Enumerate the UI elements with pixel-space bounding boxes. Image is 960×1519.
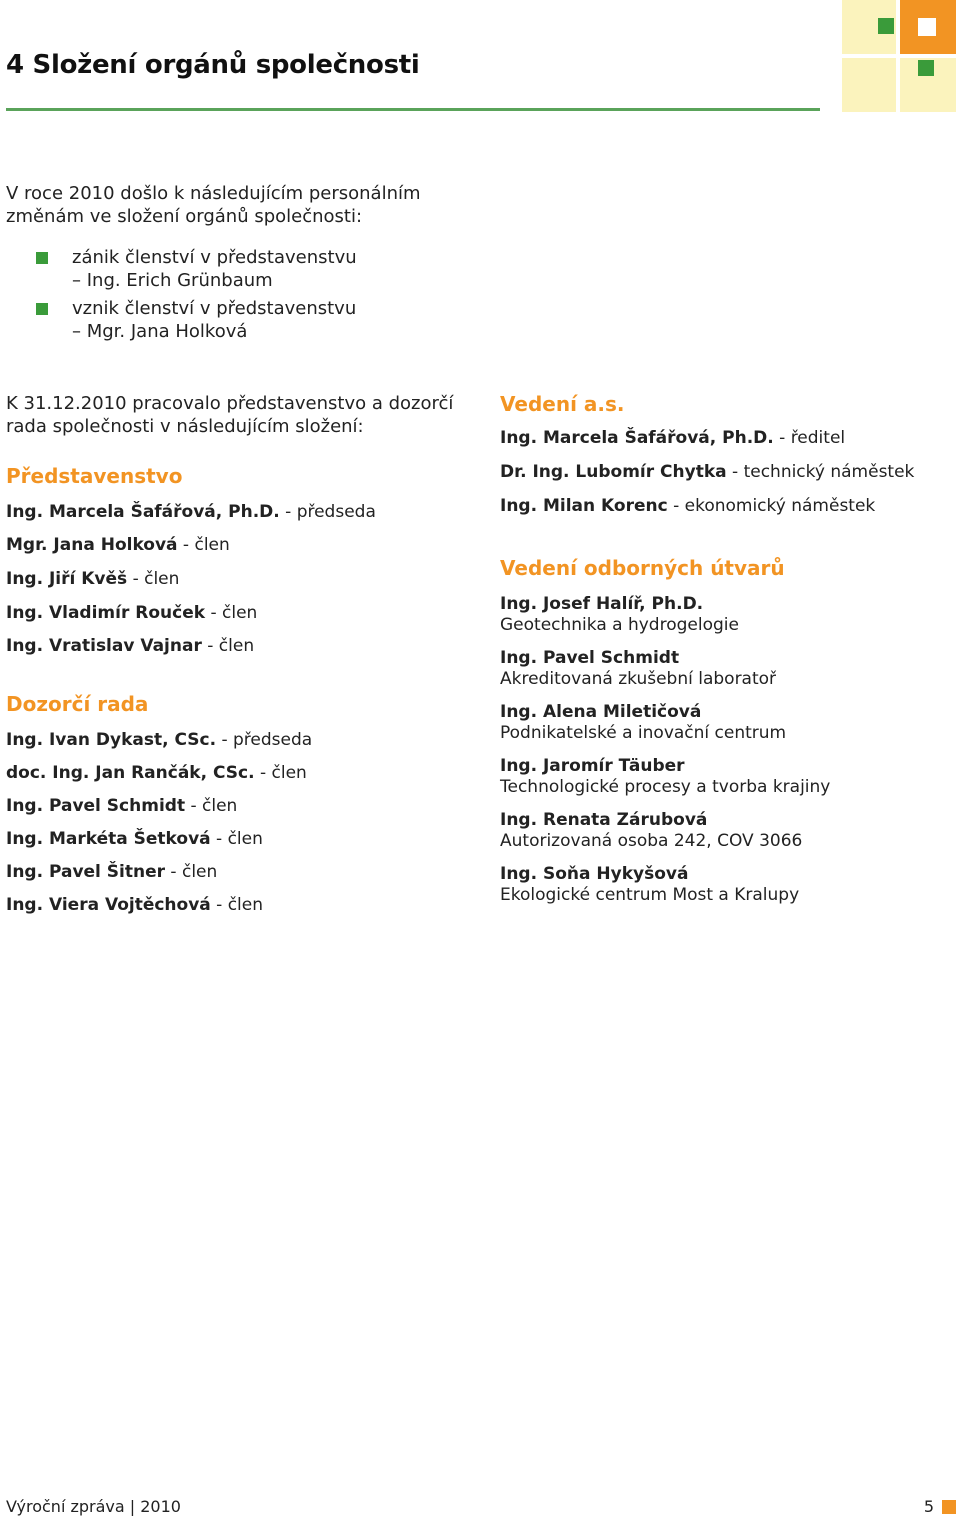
person-role: - člen bbox=[185, 796, 238, 816]
supervisory-list bbox=[6, 730, 466, 915]
deco-white-square bbox=[918, 18, 936, 36]
person-name: Ing. Soňa Hykyšová bbox=[500, 864, 689, 884]
person-role: - člen bbox=[177, 535, 230, 555]
footer-square-icon bbox=[942, 1500, 956, 1514]
person-name: Ing. Viera Vojtěchová bbox=[6, 895, 211, 915]
person-role: - člen bbox=[210, 895, 264, 915]
list-item bbox=[500, 648, 960, 690]
list-item bbox=[6, 796, 466, 816]
change-line: vznik členství v představenstvu bbox=[72, 298, 357, 319]
list-item bbox=[6, 763, 466, 783]
list-item bbox=[36, 246, 476, 292]
list-item bbox=[500, 462, 960, 482]
list-item bbox=[6, 569, 466, 589]
page-title: 4 Složení orgánů společnosti bbox=[6, 50, 420, 80]
person-name: Ing. Milan Korenc bbox=[500, 496, 668, 516]
person-name: Ing. Vratislav Vajnar bbox=[6, 636, 202, 656]
deco-green-square-2 bbox=[918, 60, 934, 76]
person-role: - člen bbox=[201, 636, 255, 656]
department-name: Autorizovaná osoba 242, COV 3066 bbox=[500, 831, 803, 851]
list-item bbox=[36, 297, 476, 343]
list-item bbox=[6, 603, 466, 623]
person-name: Ing. Markéta Šetková bbox=[6, 829, 211, 849]
bullet-square-icon bbox=[36, 303, 48, 315]
person-role: - člen bbox=[127, 569, 180, 589]
footer-publication: Výroční zpráva | 2010 bbox=[6, 1497, 181, 1516]
list-item bbox=[500, 756, 960, 798]
person-name: Ing. Jaromír Täuber bbox=[500, 756, 685, 776]
list-item bbox=[500, 810, 960, 852]
person-name: Ing. Jiří Kvěš bbox=[6, 569, 128, 589]
person-name: Mgr. Jana Holková bbox=[6, 535, 178, 555]
supervisory-title: Dozorčí rada bbox=[6, 692, 149, 716]
person-role: - ředitel bbox=[773, 428, 846, 448]
status-paragraph: K 31.12.2010 pracovalo představenstvo a dozorčí rada společnosti v následujícím složení: bbox=[6, 393, 454, 437]
left-column bbox=[6, 392, 466, 915]
right-column bbox=[500, 392, 960, 906]
person-role: - člen bbox=[210, 829, 263, 849]
person-role: - technický náměstek bbox=[726, 462, 915, 482]
list-item bbox=[500, 496, 960, 516]
bullet-square-icon bbox=[36, 252, 48, 264]
change-line: – Mgr. Jana Holková bbox=[72, 321, 248, 342]
list-item bbox=[6, 862, 466, 882]
list-item bbox=[6, 730, 466, 750]
change-line: zánik členství v představenstvu bbox=[72, 247, 357, 268]
list-item bbox=[500, 864, 960, 906]
list-item bbox=[6, 829, 466, 849]
department-name: Technologické procesy a tvorba krajiny bbox=[500, 777, 831, 797]
heading-divider bbox=[6, 108, 820, 111]
person-role: - člen bbox=[254, 763, 307, 783]
department-name: Ekologické centrum Most a Kralupy bbox=[500, 885, 800, 905]
list-item bbox=[500, 702, 960, 744]
management-title: Vedení a.s. bbox=[500, 392, 625, 416]
list-item bbox=[500, 428, 960, 448]
board-list bbox=[6, 502, 466, 656]
person-role: - člen bbox=[205, 603, 258, 623]
person-name: Ing. Renata Zárubová bbox=[500, 810, 708, 830]
departments-list bbox=[500, 594, 960, 906]
page-number: 5 bbox=[923, 1497, 934, 1516]
change-line: – Ing. Erich Grünbaum bbox=[72, 270, 273, 291]
person-name: Ing. Pavel Šitner bbox=[6, 862, 166, 882]
person-name: Ing. Marcela Šafářová, Ph.D. bbox=[6, 502, 280, 522]
person-role: - předseda bbox=[279, 502, 376, 522]
list-item bbox=[6, 895, 466, 915]
person-name: Ing. Ivan Dykast, CSc. bbox=[6, 730, 217, 750]
deco-green-square-1 bbox=[878, 18, 894, 34]
person-name: Dr. Ing. Lubomír Chytka bbox=[500, 462, 727, 482]
person-role: - ekonomický náměstek bbox=[667, 496, 876, 516]
person-name: doc. Ing. Jan Rančák, CSc. bbox=[6, 763, 255, 783]
person-role: - člen bbox=[165, 862, 218, 882]
person-name: Ing. Vladimír Rouček bbox=[6, 603, 206, 623]
person-role: - předseda bbox=[216, 730, 313, 750]
board-title: Představenstvo bbox=[6, 464, 183, 488]
management-list bbox=[500, 428, 960, 516]
list-item bbox=[6, 535, 466, 555]
changes-list bbox=[36, 246, 476, 348]
person-name: Ing. Pavel Schmidt bbox=[6, 796, 186, 816]
department-name: Podnikatelské a inovační centrum bbox=[500, 723, 787, 743]
intro-paragraph: V roce 2010 došlo k následujícím personálním změnám ve složení orgánů společnosti: bbox=[6, 183, 421, 227]
department-name: Geotechnika a hydrogelogie bbox=[500, 615, 739, 635]
person-name: Ing. Alena Miletičová bbox=[500, 702, 702, 722]
list-item bbox=[500, 594, 960, 636]
person-name: Ing. Josef Halíř, Ph.D. bbox=[500, 594, 704, 614]
department-name: Akreditovaná zkušební laboratoř bbox=[500, 669, 777, 689]
deco-pale-square-bottom-left bbox=[842, 58, 896, 112]
person-name: Ing. Marcela Šafářová, Ph.D. bbox=[500, 428, 774, 448]
list-item bbox=[6, 502, 466, 522]
person-name: Ing. Pavel Schmidt bbox=[500, 648, 680, 668]
departments-title: Vedení odborných útvarů bbox=[500, 556, 785, 580]
corner-decoration bbox=[842, 0, 960, 112]
list-item bbox=[6, 636, 466, 656]
